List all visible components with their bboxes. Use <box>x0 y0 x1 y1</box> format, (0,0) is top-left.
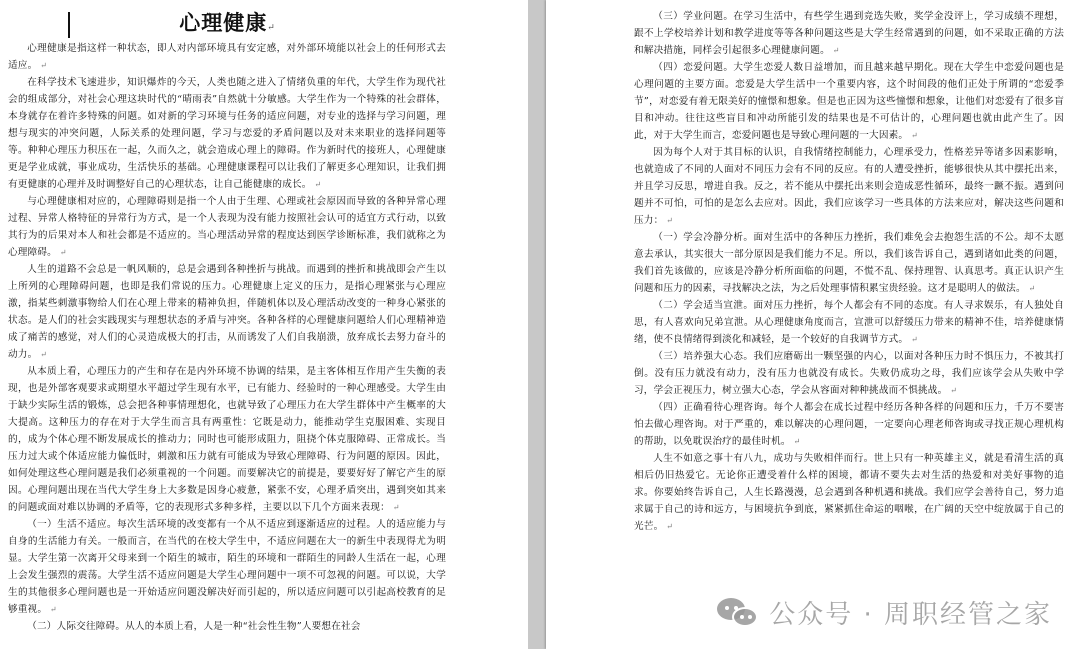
title-row <box>8 8 446 40</box>
page-left-content <box>8 8 446 635</box>
paragraph-mark-icon: ↵ <box>267 23 275 33</box>
paragraph[interactable]: 从本质上看，心理压力的产生和存在是内外环境不协调的结果，是主客体相互作用产生失衡的表现，也是外部客观要求或期望水平超过学生现有水平，已有能力、经验时的一种心理感受。大学生由于缺少实际生活的锻炼，总会把各种事情理想化，也就导致了心理压力在大学生群体中产生概率的大大提高。这种压力的存在对于大学生而言具有两重性：它既是动力，能推动学生克服困难、实现目的，成为个体心理不断发展成长的推动力；同时也可能形成阻力，阻挠个体克服障碍、正常成长。当压力过大或个体适应能力偏低时，刺激和压力就有可能成为导致心理障碍、行为问题的原因。因此，如何处理这些心理问题是我们必须重视的一个问题。而要解决它的前提是，要要好好了解它产生的原因。心理问题出现在当代大学生身上大多数是因身心疲惫，紧张不安，心理矛盾突出，遇到突如其来的问题或面对难以协调的矛盾等，它的表现形式多种多样，主要以以下几个方面来表现： ↵ <box>8 363 446 516</box>
paragraph[interactable]: （二）学会适当宣泄。面对压力挫折，每个人都会有不同的态度。有人寻求娱乐，有人独处自思，有人喜欢向兄弟宣泄。从心理健康角度而言，宣泄可以舒缓压力带来的精神不佳，培养健康情绪，使不良情绪得到淡化和减轻，是一个较好的自我调节方式。 ↵ <box>634 297 1064 348</box>
paragraph[interactable]: 因为每个人对于其目标的认识，自我情绪控制能力，心理承受力，性格差异等诸多因素影响，也就造成了不同的人面对不同压力会有不同的反应。有的人遭受挫折，能够很快从其中摆托出来，并且学习反思，增进自我。反之，若不能从中摆托出来则会造成恶性循环，最终一蹶不振。遇到问题并不可怕，可怕的是怎么去应对。因此，我们应该学习一些具体的方法来应对，解决这些问题和压力： ↵ <box>634 144 1064 229</box>
paragraph[interactable]: （四）恋爱问题。大学生恋爱人数日益增加，而且越来越早期化。现在大学生中恋爱问题也是心理问题的主要方面。恋爱是大学生活中一个重要内容，这个时间段的他们正处于所谓的“恋爱季节”，对恋爱有着无限美好的憧憬和想象。但是也正因为这些憧憬和想象，让他们对恋爱有了很多盲目和冲动。往往这些盲目和冲动所能引发的结果也是不可估计的，心理问题也就由此产生了。因此，对于大学生而言，恋爱问题也是导致心理问题的一大因素。 ↵ <box>634 59 1064 144</box>
paragraph[interactable]: 人生不如意之事十有八九，成功与失败相伴而行。世上只有一种英雄主义，就是看清生活的真相后仍旧热爱它。无论你正遭受着什么样的困境，都请不要失去对生活的热爱和对美好事物的追求。你要始终告诉自己，人生长路漫漫，总会遇到各种机遇和挑战。我们应学会善待自己，努力追求属于自己的诗和远方，与困境抗争到底，紧紧抓住命运的咽喉，在广阔的天空中绽放属于自己的光芒。 ↵ <box>634 450 1064 535</box>
text-cursor <box>68 12 70 38</box>
paragraph[interactable]: （四）正确看待心理咨询。每个人都会在成长过程中经历各种各样的问题和压力，千万不要害怕去做心理咨询。对于严重的，难以解决的心理问题，一定要向心理老师咨询或寻找正规心理机构的帮助，以免耽误治疗的最佳时机。 ↵ <box>634 399 1064 450</box>
paragraph[interactable]: 在科学技术飞速进步，知识爆炸的今天，人类也随之进入了情绪负重的年代，大学生作为现代社会的组成部分，对社会心理这块时代的“晴雨表”自然就十分敏感。大学生作为一个特殊的社会群体，本身就存在着许多特殊的问题。如对新的学习环境与任务的适应问题，对专业的选择与学习问题，理想与现实的冲突问题，人际关系的处理问题，学习与恋爱的矛盾问题以及对未来职业的选择问题等等。种种心理压力积压在一起，久而久之，就会造成心理上的障碍。作为新时代的接班人，心理健康更是学业成就，事业成功，生活快乐的基础。心理健康课程可以让我们了解更多心理知识，让我们拥有更健康的心理并及时调整好自己的心理状态，让自己能健康的成长。 ↵ <box>8 74 446 193</box>
paragraph[interactable]: （二）人际交往障碍。从人的本质上看，人是一种“社会性生物”人要想在社会 <box>27 621 361 632</box>
paragraph[interactable]: 与心理健康相对应的，心理障碍则是指一个人由于生理、心理或社会原因而导致的各种异常心理过程、异常人格特征的异常行为方式，是一个人表现为没有能力按照社会认可的适宜方式行动，以致其行为的后果对本人和社会都是不适应的。当心理活动异常的程度达到医学诊断标准，我们就称之为心理障碍。 ↵ <box>8 193 446 261</box>
paragraph[interactable]: （三）培养强大心态。我们应磨砺出一颗坚强的内心，以面对各种压力时不惧压力，不被其打倒。没有压力就没有动力，没有压力也就没有成长。失败仍成功之母，我们应该学会从失败中学习，学会正视压力，树立强大心态，学会从容面对种种挑战而不惧挑战。 ↵ <box>634 348 1064 399</box>
document-page-right <box>546 0 1080 649</box>
page-gap <box>528 0 546 649</box>
paragraph[interactable]: 心理健康是指这样一种状态，即人对内部环境具有安定感，对外部环境能以社会上的任何形式去适应。 ↵ <box>8 40 446 74</box>
wechat-icon <box>717 596 759 630</box>
document-title[interactable]: 心理健康 <box>179 11 268 35</box>
paragraph[interactable]: 人生的道路不会总是一帆风顺的，总是会遇到各种挫折与挑战。而遇到的挫折和挑战即会产生以上所列的心理障碍问题，也即是我们常说的压力。心理健康上定义的压力，是指心理紧张与心理应激，指某些刺激事物给人们在心理上带来的精神负担，伴随机体以及心理活动改变的一种身心紧张的状态。是人们的社会实践现实与理想状态的矛盾与冲突。各种各样的心理健康问题给人们心理精神造成了痛苦的感觉，对人们的心灵造成极大的打击，从而诱发了人们自我崩溃，放弃成长去努力奋斗的动力。 ↵ <box>8 261 446 363</box>
watermark <box>717 594 1052 631</box>
paragraph[interactable]: （一）学会冷静分析。面对生活中的各种压力挫折，我们难免会去抱怨生活的不公。却不太愿意去承认，其实很大一部分原因是我们能力不足。所以，我们该告诉自己，遇到诸如此类的问题，我们首先该做的，应该是冷静分析所面临的问题，不慌不乱、保持理智、认真思考。真正认识产生问题和压力的因素，寻找解决之法，为之后处理事情积累宝贵经验。这才是聪明人的做法。 ↵ <box>634 229 1064 297</box>
document-page-left <box>0 0 528 649</box>
watermark-text: 公众号 · 周职经管之家 <box>769 600 1052 630</box>
page-right-content <box>634 8 1064 535</box>
paragraph[interactable]: （一）生活不适应。每次生活环境的改变都有一个从不适应到逐渐适应的过程。人的适应能力与自身的生活能力有关。一般而言，在当代的在校大学生中，不适应问题在大一的新生中表现得尤为明显。大学生第一次离开父母来到一个陌生的城市，陌生的环境和一群陌生的同龄人生活在一起，心理上会发生强烈的震荡。大学生活不适应问题是大学生心理问题中一项不可忽视的问题。可以说，大学生的其他很多心理问题也是一开始适应问题没解决好而引起的，所以适应问题可以引起高校教育的足够重视。 ↵ <box>8 516 446 618</box>
paragraph[interactable]: （三）学业问题。在学习生活中，有些学生遇到竞选失败，奖学金没评上，学习成绩不理想，跟不上学校培养计划和教学进度等等各种问题这些是大学生经常遇到的问题，如不采取正确的方法和解决措施，同样会引起很多心理健康问题。 ↵ <box>634 8 1064 59</box>
